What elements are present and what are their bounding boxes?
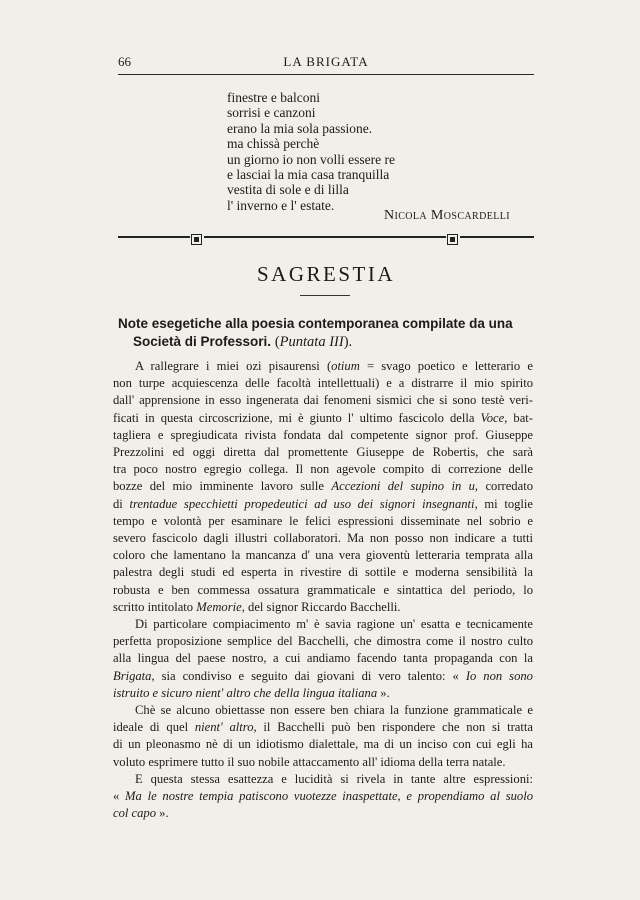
poem-line: e lasciai la mia casa tranquilla (227, 167, 390, 183)
divider-rule (118, 236, 190, 238)
poem-line: l' inverno e l' estate. (227, 197, 335, 213)
text-line: di trentadue specchietti propedeutici ad uso dei signori insegnanti, mi toglie (113, 496, 534, 511)
text-line: tra poco nostro egregio collega. Il non agevole compito di correzione delle (113, 462, 533, 477)
poem-line: sorrisi e canzoni (227, 105, 316, 121)
section-title: SAGRESTIA (256, 262, 395, 286)
text-line: severo fascicolo dagli illustri collaboratori. Ma non posso non indicare a tutti (113, 531, 533, 546)
subtitle-installment (275, 334, 352, 350)
poem-line: un giorno io non volli essere re (227, 151, 395, 167)
poem-line: ma chissà perchè (227, 136, 320, 152)
text-line: di un pleonasmo nè di un idiotismo dialettale, ma di un inciso con cui egli ha (113, 737, 533, 752)
text-line: alla lingua del paese nostro, a cui andiamo facendo tanta propaganda con la (113, 651, 533, 666)
section-subtitle (118, 315, 534, 351)
text-line: E questa stessa esattezza e lucidità si rivela in tante altre espressioni: (135, 771, 533, 786)
text-line: bozze del mio imminente lavoro sulle Accezioni del supino in u, corredato (113, 479, 533, 494)
divider-square-icon (191, 234, 202, 245)
divider-rule (460, 236, 534, 238)
text-line: Prezzolini ed oggi diretta dal promettente Giuseppe de Robertis, che sarà (113, 445, 533, 460)
ornamental-divider (118, 232, 534, 248)
divider-rule (204, 236, 446, 238)
running-title: LA BRIGATA (283, 54, 369, 69)
installment-label: Puntata III (279, 334, 344, 350)
page-number: 66 (118, 54, 131, 69)
text-line: Chè se alcuno obiettasse non essere ben chiara la funzione grammaticale e (135, 703, 533, 718)
subtitle-line (118, 333, 534, 351)
poem-stanza (227, 90, 527, 213)
text-line: tagliera e spregiudicata rivista fondata dal competente signor prof. Giuseppe (113, 427, 533, 442)
text-line: ficati in questa circoscrizione, mi è giunto l' ultimo fascicolo della Voce, bat- (113, 410, 533, 425)
text-line: perfetta proposizione semplice del Bacchelli, che dimostra come il nostro culto (113, 634, 533, 649)
paren: ( (274, 334, 280, 350)
text-line: robusta e ben commessa ossatura grammaticale e sintattica del periodo, lo (113, 582, 533, 597)
page-header (118, 52, 534, 75)
text-line: voluto esprimere tutto il suo nobile attaccamento all' idioma della terra natale. (113, 754, 506, 769)
poem-author: Nicola Moscardelli (383, 208, 510, 223)
text-line: Di particolare compiacimento m' è savia ragione un' esatta e tecnicamente (135, 617, 533, 632)
text-line: scritto intitolato Memorie, del signor Riccardo Bacchelli. (113, 599, 401, 614)
text-line: palestra degli studi ed esperta in rivestire di sottile e moderna sensibilità la (113, 565, 533, 580)
text-line: Brigata, sia condiviso e seguito dai giovani di vero talento: « Io non sono (113, 668, 533, 683)
article-body (113, 358, 533, 822)
text-line: istruito e sicuro nient' altro che della lingua italiana ». (113, 685, 390, 700)
paren: ). (343, 334, 353, 350)
text-line: ideale di quel nient' altro, il Bacchelli può ben rispondere che non si tratta (113, 720, 533, 735)
subtitle-text: Società di Professori. (133, 334, 272, 349)
text-line: non turpe acquiescenza delle facoltà intellettuali) e a distrarre il mio spirito (113, 376, 533, 391)
title-underline (300, 295, 350, 296)
subtitle-line: Note esegetiche alla poesia contemporanea compilate da una (118, 316, 513, 331)
text-line: A rallegrare i miei ozi pisaurensi (otium = svago poetico e letterario e (135, 359, 533, 373)
text-line: dall' apprensione in esso ingenerata dai fenomeni sismici che si sono testè veri- (113, 393, 533, 408)
poem-line: erano la mia sola passione. (227, 120, 373, 136)
text-line: coloro che lamentano la mancanza d' una vera gioventù letteraria temprata alla (113, 548, 533, 563)
poem-line: vestita di sole e di lilla (227, 182, 349, 198)
text-line: tempo e volontà per esaminare le felici espressioni disseminate nel sobrio e (113, 513, 533, 528)
text-line: « Ma le nostre tempia patiscono vuotezze inaspettate, e propendiamo al suolo (113, 789, 534, 804)
poem-line: finestre e balconi (227, 90, 320, 105)
divider-square-icon (447, 234, 458, 245)
text-line: col capo ». (113, 806, 169, 821)
